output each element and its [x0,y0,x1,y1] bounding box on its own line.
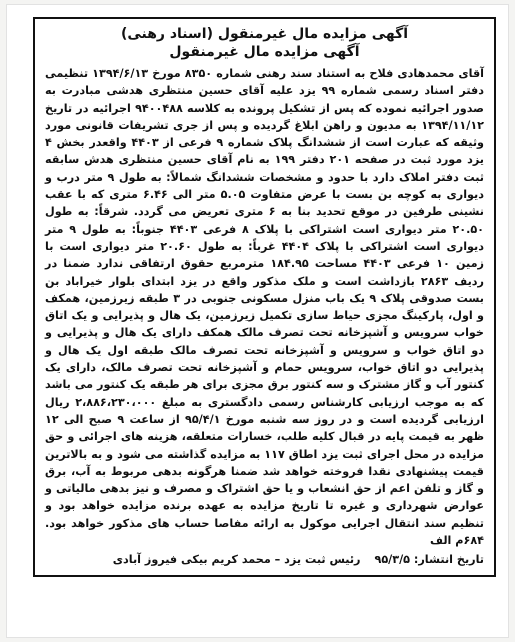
notice-frame [33,17,496,577]
signatory: رئیس ثبت یزد – محمد کریم بیکی فیروز آبادی [112,553,361,567]
notice-title-primary: آگهی مزایده مال غیرمنقول (اسناد رهنی) [120,26,409,42]
notice-body: آقای محمدهادی فلاح به استناد سند رهنی شماره ۸۳۵۰ مورخ ۱۳۹۴/۶/۱۳ تنظیمی دفتر اسناد رسمی شماره ۹۹ یزد علیه آقای حسین منتظری هدشی مبادرت به صدور اجرائیه نموده که پس از تشکیل پرونده به کلاسه ۹۴۰۰۴۸۸ اجرائیه در تاریخ ۱۳۹۴/۱۱/۱۲ به مدیون و راهن ابلاغ گردیده و پس از جری تشریفات قانونی مورد وثیقه که عبارت است از ششدانگ پلاک شماره ۹ فرعی از ۴۴۰۳ واقعدر بخش ۴ یزد مورد ثبت در صفحه ۲۰۱ دفتر ۱۹۹ به نام آقای حسین منتظری هدش سابقه ثبت دفتر املاک دارد با حدود و مشخصات ششدانگ شمالاً: به طول ۹ متر درب و دیواری به کوچه بن بست با عرض متفاوت ۵.۰۵ متر الی ۶.۴۶ متری که با عقب نشینی طرفین در موقع تحدید بنا به ۶ متری تعریض می گردد. شرقاً: به طول ۲۰.۵۰ متر دیواری است اشتراکی با پلاک ۸ فرعی ۴۴۰۳ جنوباً: به طول ۹ متر دیواری است اشتراکی با پلاک ۴۴۰۴ غرباً: به طول ۲۰.۶۰ متر دیواری است با زمین ۱۰ فرعی ۴۴۰۳ مساحت ۱۸۴.۹۵ مترمربع حقوق ارتفاقی ندارد ضمنا در ردیف ۲۸۶۳ بازداشت است و ملک مذکور واقع در یزد ابتدای بلوار خیراباد بن بست صدوقی پلاک ۹ یک باب منزل مسکونی جنوبی در ۳ طبقه زیرزمین، همکف و اول، پارکینگ مجزی حیاط سازی تکمیل زیرزمین، یک هال و پذیرایی و یک اتاق خواب سرویس و آشپزخانه تحت تصرف مالک همکف دارای یک هال و پذیرایی و دو اتاق خواب و سرویس و آشپزخانه تحت تصرف مالک طبقه اول یک هال و پذیرایی دو اتاق خواب، سرویس حمام و آشپزخانه تحت تصرف مالک، دارای یک کنتور آب و گاز مشترک و سه کنتور برق مجزی برای هر طبقه یک کنتور می باشد که به موجب ارزیابی کارشناس رسمی دادگستری به مبلغ ۲،۸۸۶،۲۳۰،۰۰۰ ریال ارزیابی گردیده است و در روز سه شنبه مورخ ۹۵/۴/۱ از ساعت ۹ صبح الی ۱۲ ظهر به قیمت پایه در قبال کلیه طلب، خسارات متعلقه، هزینه های اجرائی و حق مزایده در محل اجرای ثبت یزد اطاق ۱۱۷ به مزایده گذاشته می شود و به بالاترین قیمت پیشنهادی نقدا فروخته خواهد شد ضمنا هرگونه بدهی مربوط به آب، برق و گاز و تلفن اعم از حق انشعاب و یا حق اشتراک و مصرف و نیز بدهی مالیاتی و عوارض شهرداری و غیره تا تاریخ مزایده به عهده برنده مزایده خواهد بود و تنظیم سند انتقال اجرایی موکول به ارائه مفاصا حساب های مذکور خواهد بود. ۶۸۴م الف [45,67,485,548]
newspaper-clipping [6,4,509,638]
notice-title-secondary: آگهی مزایده مال غیرمنقول [169,44,360,60]
notice-footer [45,551,484,568]
publish-date: تاریخ انتشار: ۹۵/۳/۵ [374,553,484,567]
